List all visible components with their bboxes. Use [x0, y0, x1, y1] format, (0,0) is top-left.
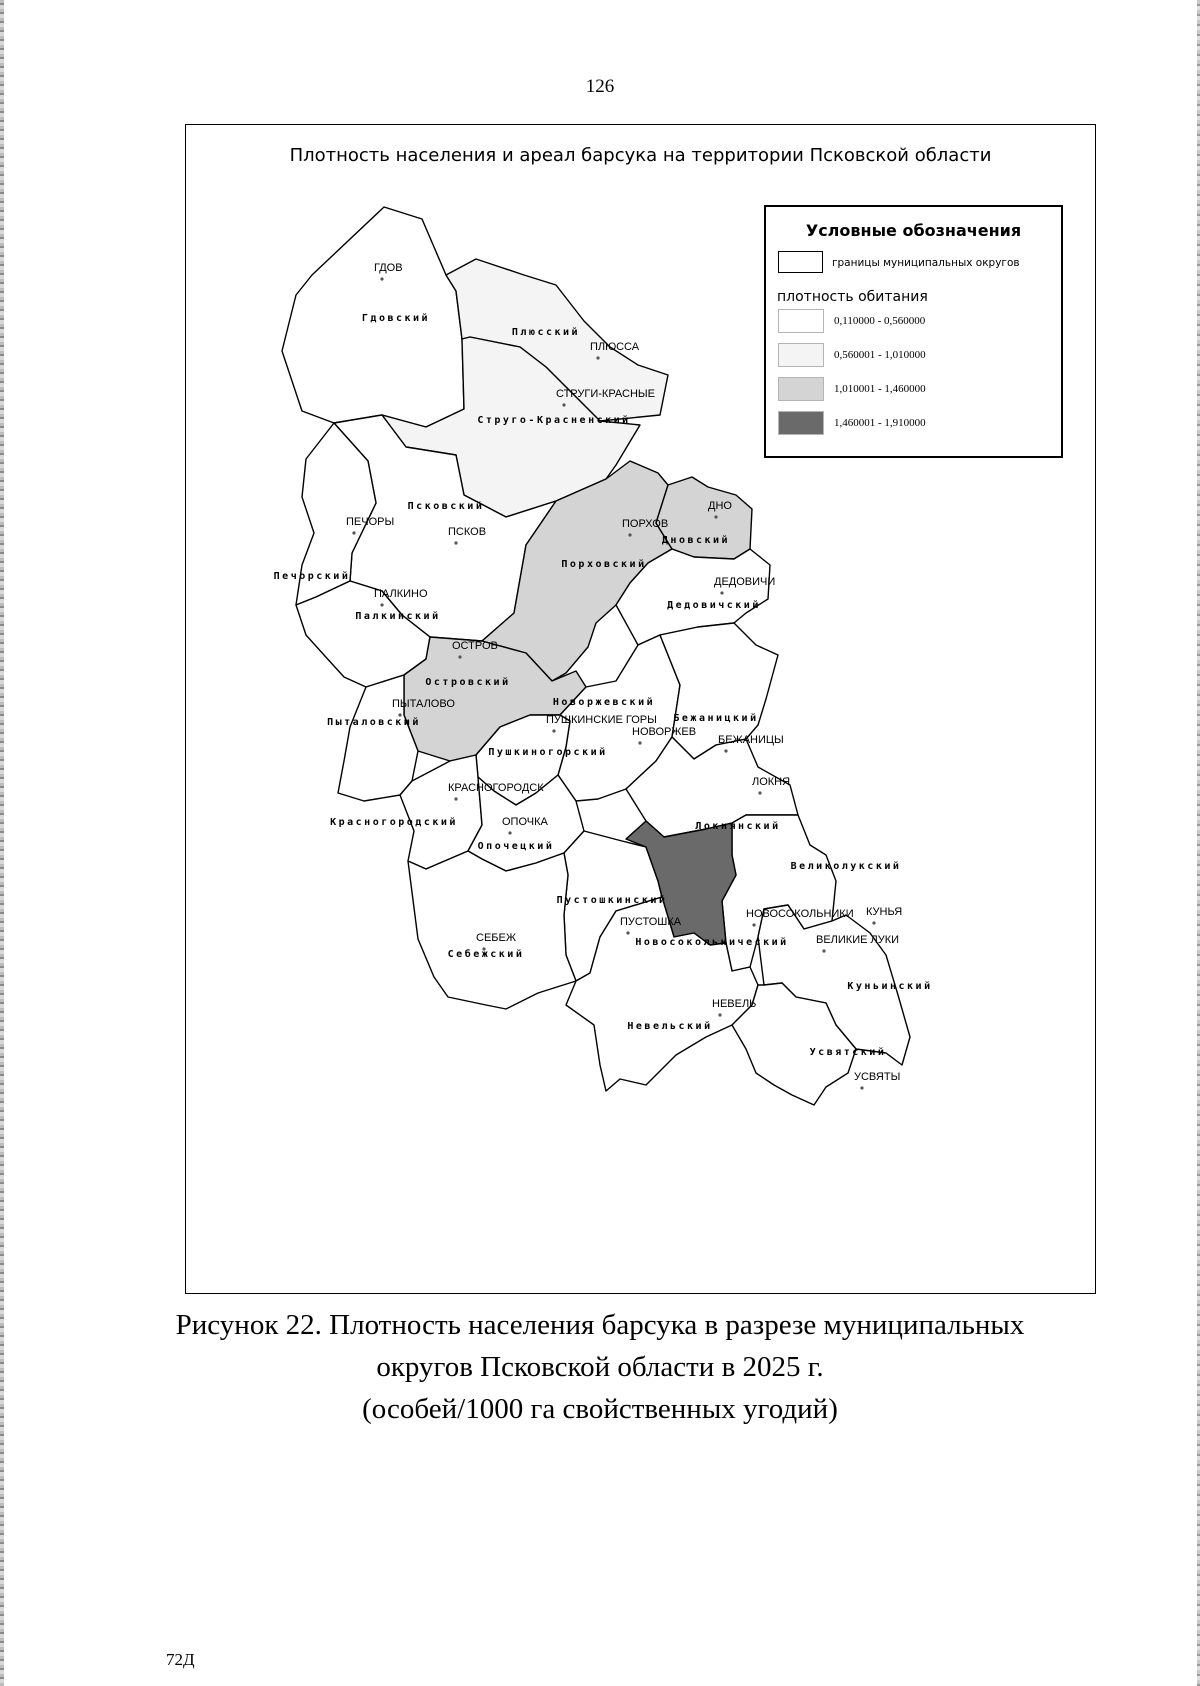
town-label: НЕВЕЛЬ [712, 998, 757, 1010]
legend-swatch [778, 343, 824, 367]
town-label: СЕБЕЖ [476, 932, 516, 944]
district-label: Новосокольнический [635, 937, 789, 948]
town-marker [724, 749, 727, 752]
town-label: КУНЬЯ [866, 906, 903, 918]
town-marker [458, 655, 461, 658]
town-label: ПЛЮССА [590, 341, 640, 353]
district-label: Великолукский [790, 861, 902, 872]
legend-border-label: границы муниципальных округов [832, 257, 1020, 269]
town-marker [718, 1013, 721, 1016]
district-дновский [656, 477, 752, 559]
figure-caption [150, 1304, 1050, 1430]
town-marker [860, 1086, 863, 1089]
legend-swatch [778, 309, 824, 333]
town-label: ПАЛКИНО [374, 588, 428, 600]
town-label: ОСТРОВ [452, 640, 498, 652]
town-label: ПУСТОШКА [620, 916, 682, 928]
town-label: ЛОКНЯ [752, 776, 791, 788]
district-label: Куньинский [847, 981, 933, 992]
page-number: 126 [585, 76, 615, 97]
town-marker [454, 541, 457, 544]
legend-item [778, 343, 1048, 367]
town-marker [752, 923, 755, 926]
district-label: Порховский [561, 559, 647, 570]
district-label: Пушкиногорский [488, 747, 608, 758]
map-legend [764, 205, 1063, 458]
legend-item [778, 309, 1048, 333]
legend-title: Условные обозначения [805, 221, 1022, 240]
town-marker [380, 603, 383, 606]
town-label: УСВЯТЫ [854, 1071, 901, 1083]
town-label: ГДОВ [374, 262, 403, 274]
district-label: Палкинский [355, 611, 441, 622]
town-label: ВЕЛИКИЕ ЛУКИ [816, 934, 900, 946]
town-label: БЕЖАНИЦЫ [718, 734, 784, 746]
town-label: КРАСНОГОРОДСК [448, 782, 544, 794]
town-marker [626, 931, 629, 934]
town-marker [720, 591, 723, 594]
town-label: ДЕДОВИЧИ [714, 576, 776, 588]
town-marker [380, 277, 383, 280]
town-marker [508, 831, 511, 834]
town-marker [596, 356, 599, 359]
town-label: ПЫТАЛОВО [392, 698, 455, 710]
district-label: Печорский [273, 571, 351, 582]
town-label: ПУШКИНСКИЕ ГОРЫ [546, 714, 657, 726]
caption-line-2: округов Псковской области в 2025 г. [376, 1351, 824, 1383]
legend-item [778, 377, 1048, 401]
town-label: ОПОЧКА [502, 816, 548, 828]
legend-range-label: 0,560001 - 1,010000 [834, 349, 926, 361]
district-label: Гдовский [361, 313, 431, 324]
district-label: Пыталовский [327, 717, 421, 728]
town-marker [628, 533, 631, 536]
caption-line-1: Рисунок 22. Плотность населения барсука в разрезе муниципальных [175, 1309, 1025, 1341]
district-label: Дновский [661, 535, 731, 546]
legend-swatch [778, 377, 824, 401]
town-label: ПЕЧОРЫ [346, 516, 395, 528]
town-marker [758, 791, 761, 794]
district-label: Дедовичский [667, 600, 761, 611]
legend-border-swatch [778, 251, 823, 273]
district-label: Островский [425, 677, 511, 688]
legend-range-label: 0,110000 - 0,560000 [834, 315, 926, 327]
legend-density-label: плотность обитания [777, 289, 928, 305]
district-label: Невельский [627, 1021, 713, 1032]
scan-edge-left [0, 0, 4, 1686]
town-label: СТРУГИ-КРАСНЫЕ [556, 388, 655, 400]
district-label: Пустошкинский [556, 895, 668, 906]
town-label: ДНО [708, 500, 732, 512]
district-label: Плюсский [511, 327, 581, 338]
town-marker [352, 531, 355, 534]
town-label: ПСКОВ [448, 526, 487, 538]
map-frame [185, 124, 1096, 1294]
town-label: НОВОСОКОЛЬНИКИ [746, 908, 854, 920]
town-marker [552, 729, 555, 732]
legend-swatch [778, 411, 824, 435]
town-marker [714, 515, 717, 518]
town-marker [822, 949, 825, 952]
legend-range-label: 1,010001 - 1,460000 [834, 383, 926, 395]
town-marker [454, 797, 457, 800]
district-label: Струго-Красненский [477, 415, 631, 426]
town-label: НОВОРЖЕВ [632, 726, 697, 738]
district-label: Псковский [407, 501, 485, 512]
district-label: Красногородский [330, 817, 458, 828]
district-label: Локнянский [695, 821, 781, 832]
district-label: Опочецкий [477, 841, 555, 852]
legend-item [778, 411, 1048, 435]
legend-range-label: 1,460001 - 1,910000 [834, 417, 926, 429]
map-title: Плотность населения и ареал барсука на территории Псковской области [289, 145, 992, 166]
town-marker [562, 403, 565, 406]
town-label: ПОРХОВ [622, 518, 669, 530]
footer-code: 72Д [166, 1650, 195, 1669]
district-label: Себежский [447, 949, 525, 960]
district-label: Новоржевский [552, 697, 656, 708]
district-label: Бежаницкий [673, 713, 759, 724]
town-marker [638, 741, 641, 744]
town-marker [872, 921, 875, 924]
district-label: Усвятский [809, 1047, 887, 1058]
district-себежский [408, 851, 576, 1009]
caption-line-3: (особей/1000 га свойственных угодий) [362, 1393, 838, 1425]
